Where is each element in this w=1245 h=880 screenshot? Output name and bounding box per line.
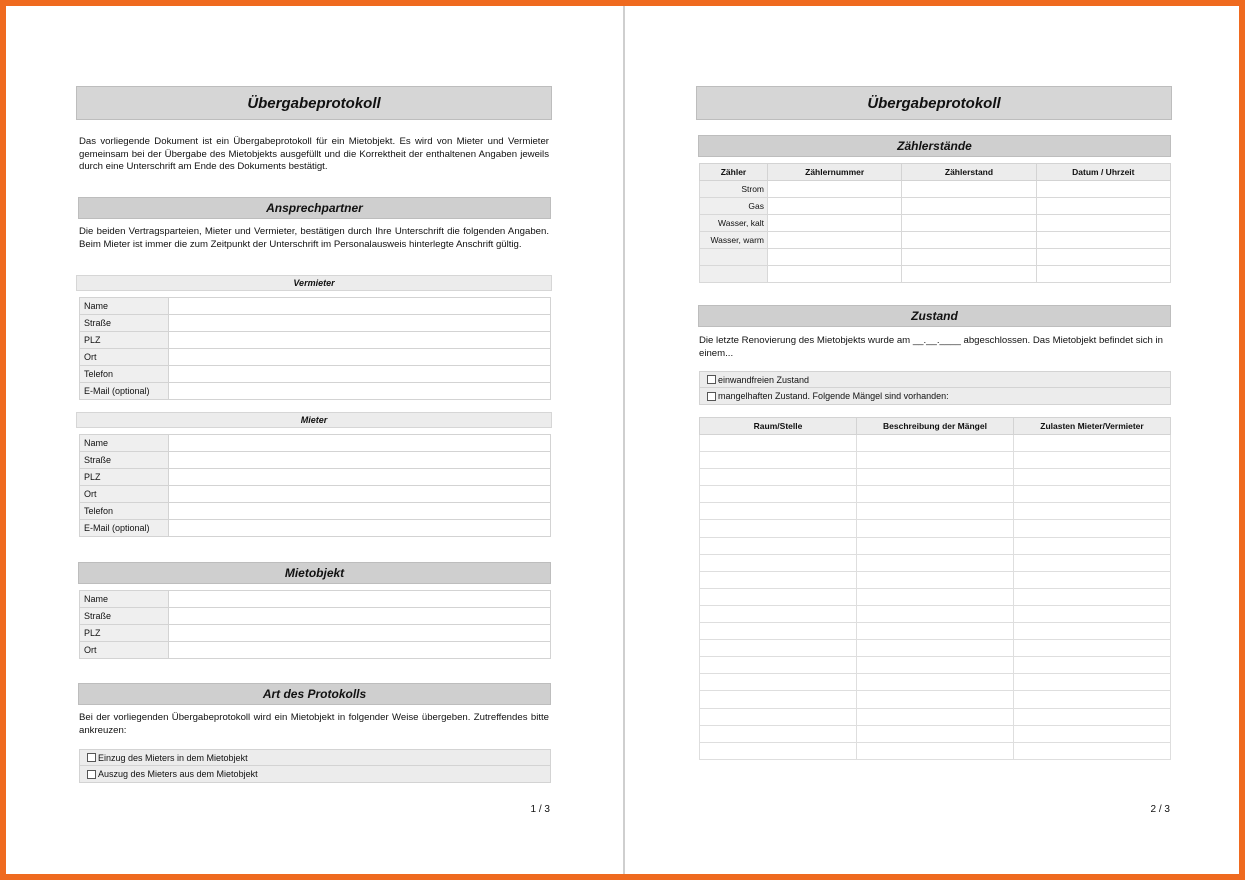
table-header [700,418,1171,435]
table-row [700,588,1171,605]
input-cell[interactable] [700,640,857,657]
input-cell[interactable] [700,435,857,452]
column-header: Zählernummer [768,164,902,181]
input-cell[interactable] [1014,486,1171,503]
field-label: Straße [80,452,169,469]
input-cell[interactable] [857,469,1014,486]
input-cell[interactable] [1036,232,1170,249]
table-row [700,674,1171,691]
field-label: Ort [80,349,169,366]
table-row [700,266,1171,283]
input-cell[interactable] [857,452,1014,469]
input-cell[interactable] [700,486,857,503]
meter-label[interactable] [700,249,768,266]
input-cell[interactable] [700,571,857,588]
input-cell[interactable] [169,486,551,503]
table-row [700,691,1171,708]
input-cell[interactable] [768,198,902,215]
input-cell[interactable] [1014,435,1171,452]
input-cell[interactable] [1014,571,1171,588]
property-table [79,590,551,659]
input-cell[interactable] [169,383,551,400]
field-label: Telefon [80,366,169,383]
table-row [700,198,1171,215]
meter-label[interactable] [700,266,768,283]
input-cell[interactable] [902,215,1036,232]
table-row [80,591,551,608]
table-row [700,742,1171,759]
option-label: mangelhaften Zustand. Folgende Mängel sind vorhanden: [718,391,949,401]
input-cell[interactable] [857,605,1014,622]
input-cell[interactable] [1014,520,1171,537]
field-label: Straße [80,315,169,332]
input-cell[interactable] [169,625,551,642]
contacts-heading: Ansprechpartner [78,197,551,219]
input-cell[interactable] [169,591,551,608]
table-row [80,332,551,349]
input-cell[interactable] [700,452,857,469]
input-cell[interactable] [1014,452,1171,469]
table-row [700,725,1171,742]
defects-table [699,417,1171,760]
meter-label: Gas [700,198,768,215]
option-label: einwandfreien Zustand [718,374,810,385]
landlord-heading: Vermieter [76,275,552,291]
tenant-heading: Mieter [76,412,552,428]
input-cell[interactable] [169,349,551,366]
input-cell[interactable] [857,691,1014,708]
table-row [80,642,551,659]
input-cell[interactable] [1036,215,1170,232]
table-row [700,503,1171,520]
input-cell[interactable] [700,469,857,486]
input-cell[interactable] [700,588,857,605]
input-cell[interactable] [768,249,902,266]
input-cell[interactable] [700,520,857,537]
option-label: Auszug des Mieters aus dem Mietobjekt [98,769,258,779]
input-cell[interactable] [1014,537,1171,554]
input-cell[interactable] [700,623,857,640]
tenant-table [79,434,551,537]
page-number: 2 / 3 [1150,804,1170,815]
page-number: 1 / 3 [530,804,550,815]
input-cell[interactable] [857,623,1014,640]
option-move-in[interactable] [79,749,551,766]
input-cell[interactable] [700,605,857,622]
landlord-table [79,297,551,400]
input-cell[interactable] [1014,554,1171,571]
field-label: Name [80,591,169,608]
table-row [80,366,551,383]
page-1-title: Übergabeprotokoll [76,86,552,120]
condition-options [699,371,1171,405]
protocol-heading: Art des Protokolls [78,683,551,705]
input-cell[interactable] [857,640,1014,657]
table-row [700,181,1171,198]
input-cell[interactable] [700,554,857,571]
condition-heading: Zustand [698,305,1171,327]
input-cell[interactable] [169,298,551,315]
field-label: PLZ [80,469,169,486]
input-cell[interactable] [857,554,1014,571]
table-row [700,571,1171,588]
table-row [80,608,551,625]
option-flawless[interactable] [699,371,1171,388]
checkbox-icon[interactable] [707,375,716,384]
input-cell[interactable] [169,642,551,659]
field-label: Straße [80,608,169,625]
table-header [700,164,1171,181]
input-cell[interactable] [857,725,1014,742]
meter-label: Wasser, kalt [700,215,768,232]
input-cell[interactable] [768,232,902,249]
input-cell[interactable] [700,742,857,759]
input-cell[interactable] [857,503,1014,520]
table-row [700,249,1171,266]
field-label: Telefon [80,503,169,520]
field-label: E-Mail (optional) [80,383,169,400]
input-cell[interactable] [169,608,551,625]
input-cell[interactable] [700,674,857,691]
column-header: Zähler [700,164,768,181]
field-label: Name [80,435,169,452]
table-row [700,486,1171,503]
table-row [80,349,551,366]
table-row [80,383,551,400]
checkbox-icon[interactable] [87,753,96,762]
meters-heading: Zählerstände [698,135,1171,157]
input-cell[interactable] [1014,623,1171,640]
column-header: Zählerstand [902,164,1036,181]
input-cell[interactable] [1014,691,1171,708]
input-cell[interactable] [1014,657,1171,674]
input-cell[interactable] [857,674,1014,691]
column-header: Beschreibung der Mängel [857,418,1014,435]
column-header: Zulasten Mieter/Vermieter [1014,418,1171,435]
property-heading: Mietobjekt [78,562,551,584]
input-cell[interactable] [1014,742,1171,759]
option-move-out[interactable] [79,766,551,783]
input-cell[interactable] [857,742,1014,759]
table-row [700,640,1171,657]
input-cell[interactable] [768,266,902,283]
input-cell[interactable] [1014,725,1171,742]
input-cell[interactable] [169,503,551,520]
protocol-paragraph: Bei der vorliegenden Übergabeprotokoll wird ein Mietobjekt in folgender Weise übergeben. Zutreffendes bitte ankreuzen: [79,712,549,736]
input-cell[interactable] [169,469,551,486]
input-cell[interactable] [857,571,1014,588]
meter-label: Wasser, warm [700,232,768,249]
table-row [700,435,1171,452]
table-row [700,232,1171,249]
table-row [700,657,1171,674]
input-cell[interactable] [857,435,1014,452]
table-row [700,537,1171,554]
input-cell[interactable] [1014,605,1171,622]
input-cell[interactable] [857,486,1014,503]
input-cell[interactable] [857,537,1014,554]
field-label: E-Mail (optional) [80,520,169,537]
field-label: Name [80,298,169,315]
input-cell[interactable] [857,657,1014,674]
input-cell[interactable] [1036,266,1170,283]
table-row [80,486,551,503]
input-cell[interactable] [169,332,551,349]
input-cell[interactable] [169,366,551,383]
input-cell[interactable] [700,503,857,520]
input-cell[interactable] [1036,198,1170,215]
input-cell[interactable] [169,452,551,469]
input-cell[interactable] [768,181,902,198]
field-label: PLZ [80,332,169,349]
checkbox-icon[interactable] [87,770,96,779]
column-header: Raum/Stelle [700,418,857,435]
input-cell[interactable] [902,181,1036,198]
input-cell[interactable] [1014,469,1171,486]
table-row [80,315,551,332]
checkbox-icon[interactable] [707,392,716,401]
table-row [700,623,1171,640]
input-cell[interactable] [902,266,1036,283]
input-cell[interactable] [1014,640,1171,657]
input-cell[interactable] [700,657,857,674]
table-row [700,708,1171,725]
input-cell[interactable] [169,435,551,452]
input-cell[interactable] [768,215,902,232]
table-row [700,520,1171,537]
input-cell[interactable] [700,725,857,742]
input-cell[interactable] [902,249,1036,266]
table-row [80,520,551,537]
input-cell[interactable] [857,520,1014,537]
meters-table [699,163,1171,283]
table-row [700,605,1171,622]
contacts-paragraph: Die beiden Vertragsparteien, Mieter und Vermieter, bestätigen durch Ihre Unterschrift die folgenden Angaben. Beim Mieter ist immer die zum Zeitpunkt der Unterschrift im Personalausweis hinterlegte Anschrift gültig. [79,226,549,250]
input-cell[interactable] [902,232,1036,249]
input-cell[interactable] [1036,181,1170,198]
input-cell[interactable] [700,691,857,708]
meter-label: Strom [700,181,768,198]
table-row [700,452,1171,469]
table-row [700,469,1171,486]
field-label: Ort [80,642,169,659]
input-cell[interactable] [857,588,1014,605]
input-cell[interactable] [902,198,1036,215]
option-label: Einzug des Mieters in dem Mietobjekt [98,752,248,763]
table-row [80,435,551,452]
table-row [80,452,551,469]
field-label: PLZ [80,625,169,642]
table-row [700,554,1171,571]
input-cell[interactable] [169,520,551,537]
input-cell[interactable] [857,708,1014,725]
input-cell[interactable] [1014,588,1171,605]
table-row [700,215,1171,232]
table-row [80,625,551,642]
input-cell[interactable] [1014,674,1171,691]
field-label: Ort [80,486,169,503]
protocol-options [79,749,551,783]
input-cell[interactable] [1014,503,1171,520]
input-cell[interactable] [169,315,551,332]
option-defective[interactable] [699,388,1171,405]
condition-paragraph: Die letzte Renovierung des Mietobjekts wurde am __.__.____ abgeschlossen. Das Mietobjekt befindet sich in einem... [699,335,1163,359]
table-row [80,503,551,520]
input-cell[interactable] [700,537,857,554]
input-cell[interactable] [700,708,857,725]
intro-paragraph: Das vorliegende Dokument ist ein Übergabeprotokoll für ein Mietobjekt. Es wird von Mieter und Vermieter gemeinsam bei der Übergabe des Mietobjekts ausgefüllt und die Korrektheit der enthaltenen Angaben jeweils durch eine Unterschrift am Ende des Dokuments bestätigt. [79,136,549,173]
input-cell[interactable] [1036,249,1170,266]
table-row [80,298,551,315]
page-2-title: Übergabeprotokoll [696,86,1172,120]
table-row [80,469,551,486]
input-cell[interactable] [1014,708,1171,725]
column-header: Datum / Uhrzeit [1036,164,1170,181]
